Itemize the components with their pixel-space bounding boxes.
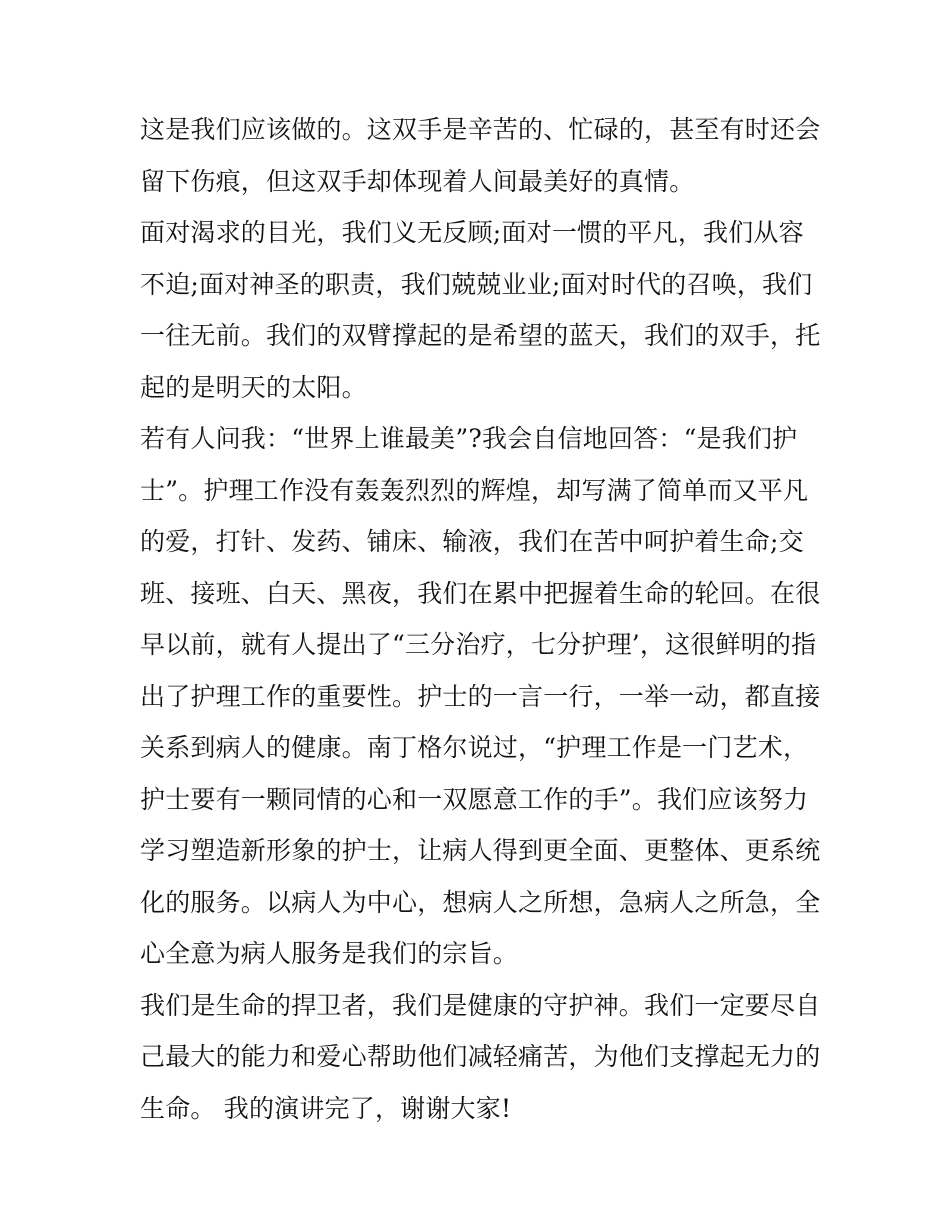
text-line-15: 学习塑造新形象的护士，让病人得到更全面、更整体、更系统 xyxy=(140,836,821,865)
text-line-13: 关系到病人的健康。南丁格尔说过，“护理工作是一门艺术， xyxy=(140,733,809,762)
text-line-14: 护士要有一颗同情的心和一双愿意工作的手”。我们应该努力 xyxy=(140,784,809,814)
speech-text xyxy=(140,104,830,1134)
text-line-8: 士”。护理工作没有轰轰烈烈的辉煌，却写满了简单而又平凡 xyxy=(140,475,809,505)
text-line-3: 面对渴求的目光，我们义无反顾;面对一惯的平凡，我们从容 xyxy=(140,218,804,247)
text-line-17: 心全意为病人服务是我们的宗旨。 xyxy=(140,939,519,968)
text-line-5: 一往无前。我们的双臂撑起的是希望的蓝天，我们的双手，托 xyxy=(140,321,821,350)
text-line-16: 化的服务。以病人为中心，想病人之所想，急病人之所急，全 xyxy=(140,887,821,917)
text-line-10: 班、接班、白天、黑夜，我们在累中把握着生命的轮回。在很 xyxy=(140,578,821,608)
text-line-19: 己最大的能力和爱心帮助他们减轻痛苦，为他们支撑起无力的 xyxy=(140,1042,821,1071)
text-line-2: 留下伤痕，但这双手却体现着人间最美好的真情。 xyxy=(140,166,695,196)
text-line-12: 出了护理工作的重要性。护士的一言一行，一举一动，都直接 xyxy=(140,681,821,711)
text-line-4: 不迫;面对神圣的职责，我们兢兢业业;面对时代的召唤，我们 xyxy=(140,269,813,299)
text-line-9: 的爱，打针、发药、铺床、输液，我们在苦中呵护着生命;交 xyxy=(140,527,804,556)
text-line-20: 生命。 我的演讲完了，谢谢大家! xyxy=(140,1093,512,1123)
text-line-6: 起的是明天的太阳。 xyxy=(140,372,367,402)
text-line-7: 若有人问我：“世界上谁最美”?我会自信地回答：“是我们护 xyxy=(140,424,798,453)
text-line-1: 这是我们应该做的。这双手是辛苦的、忙碌的，甚至有时还会 xyxy=(140,115,821,144)
text-line-11: 早以前，就有人提出了“三分治疗，七分护理’，这很鲜明的指 xyxy=(140,630,817,659)
text-line-18: 我们是生命的捍卫者，我们是健康的守护神。我们一定要尽自 xyxy=(140,990,821,1020)
